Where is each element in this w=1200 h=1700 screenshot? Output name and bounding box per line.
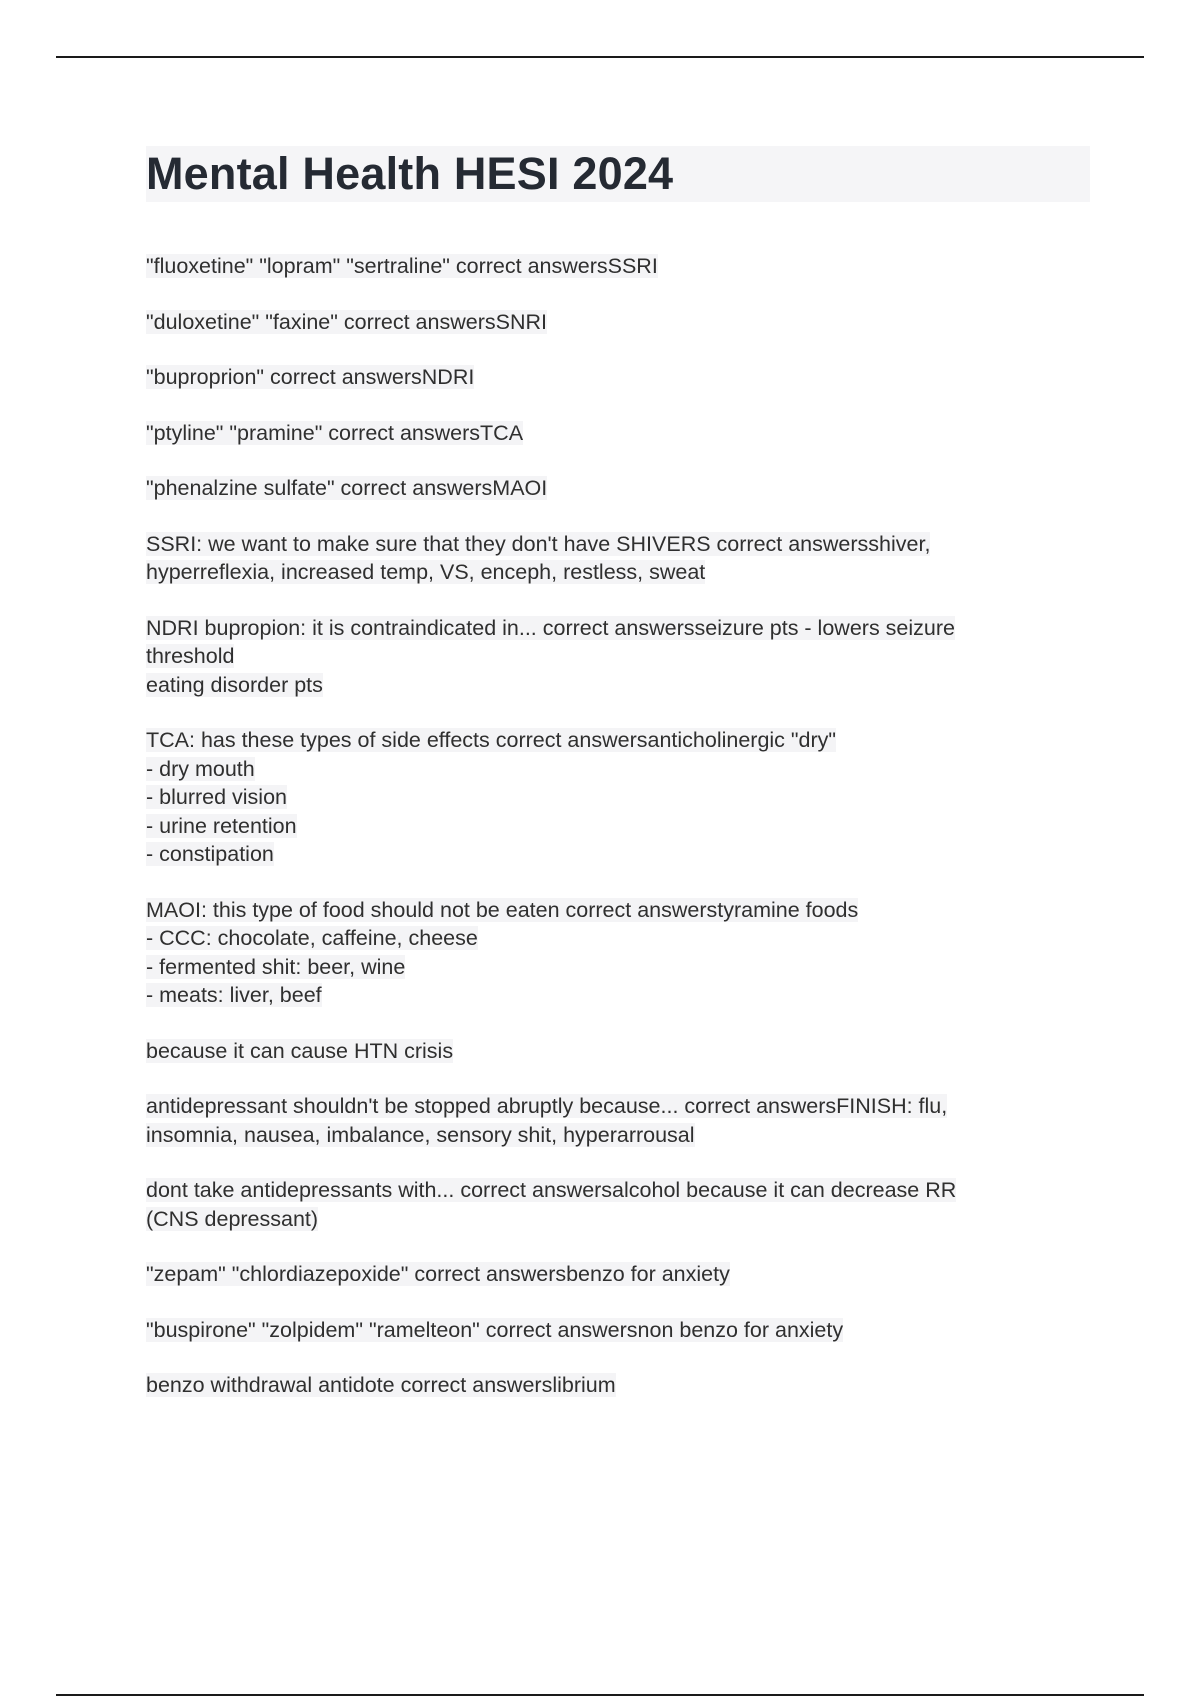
flashcard-entry [146,363,1090,392]
entry-line: SSRI: we want to make sure that they don't have SHIVERS correct answersshiver, [146,531,931,556]
entry-line: - urine retention [146,813,297,838]
flashcard-entry [146,308,1090,337]
flashcard-list [146,252,1090,1400]
entry-line: eating disorder pts [146,672,323,697]
entry-line: - dry mouth [146,756,255,781]
page-title: Mental Health HESI 2024 [146,148,674,199]
flashcard-entry [146,896,1090,1010]
entry-line: NDRI bupropion: it is contraindicated in... correct answersseizure pts - lowers seizure [146,615,955,640]
entry-line: - constipation [146,842,274,866]
bottom-rule [56,1694,1144,1696]
flashcard-entry [146,530,1090,587]
entry-line: "zepam" "chlordiazepoxide" correct answersbenzo for anxiety [146,1262,730,1286]
flashcard-entry [146,1176,1090,1233]
entry-line: hyperreflexia, increased temp, VS, enceph, restless, sweat [146,560,706,584]
entry-line: threshold [146,644,235,668]
entry-line: "fluoxetine" "lopram" "sertraline" correct answersSSRI [146,254,658,278]
entry-line: - fermented shit: beer, wine [146,954,406,979]
flashcard-entry [146,1037,1090,1066]
entry-line: because it can cause HTN crisis [146,1038,454,1063]
entry-line: antidepressant shouldn't be stopped abruptly because... correct answersFINISH: flu, [146,1094,948,1118]
flashcard-entry [146,474,1090,503]
entry-line: - CCC: chocolate, caffeine, cheese [146,926,478,950]
document-body [146,146,1090,1427]
entry-line: - blurred vision [146,785,287,809]
flashcard-entry [146,1371,1090,1400]
flashcard-entry [146,614,1090,700]
entry-line: "phenalzine sulfate" correct answersMAOI [146,476,548,500]
flashcard-entry [146,1092,1090,1149]
entry-line: "buspirone" "zolpidem" "ramelteon" correct answersnon benzo for anxiety [146,1317,844,1342]
entry-line: - meats: liver, beef [146,983,322,1007]
entry-line: "buproprion" correct answersNDRI [146,365,475,389]
title-band [146,146,1090,202]
entry-line: benzo withdrawal antidote correct answerslibrium [146,1373,616,1397]
entry-line: "ptyline" "pramine" correct answersTCA [146,420,524,445]
entry-line: TCA: has these types of side effects correct answersanticholinergic "dry" [146,728,837,752]
flashcard-entry [146,1316,1090,1345]
entry-line: insomnia, nausea, imbalance, sensory shit, hyperarrousal [146,1122,695,1147]
flashcard-entry [146,1260,1090,1289]
entry-line: dont take antidepressants with... correct answersalcohol because it can decrease RR [146,1178,957,1202]
entry-line: (CNS depressant) [146,1206,319,1231]
entry-line: "duloxetine" "faxine" correct answersSNRI [146,309,547,334]
entry-line: MAOI: this type of food should not be eaten correct answerstyramine foods [146,897,859,922]
flashcard-entry [146,252,1090,281]
top-rule [56,56,1144,58]
flashcard-entry [146,419,1090,448]
flashcard-entry [146,726,1090,869]
